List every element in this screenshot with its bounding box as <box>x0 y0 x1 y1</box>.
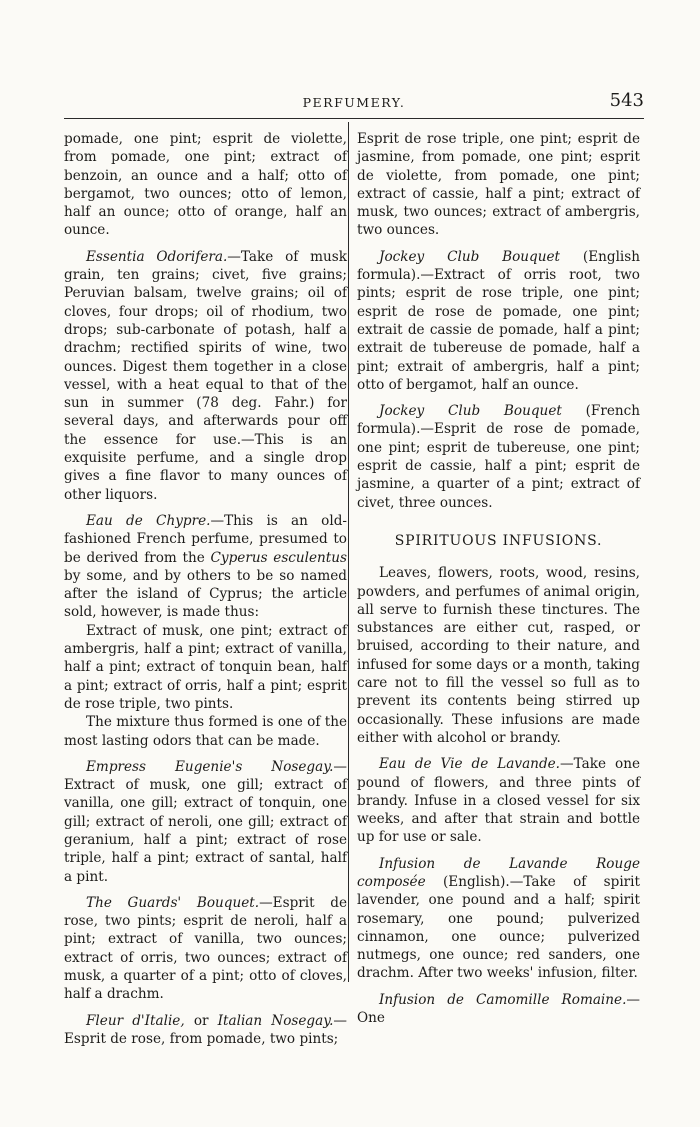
recipe-title: Eau de Chypre. <box>86 512 211 529</box>
paragraph: Extract of musk, one pint; extract of ambergris, half a pint; extract of vanilla, half a pint; extract of tonquin bean, half a pint; extract of orris, half a pint; esprit de rose triple, two pints. <box>64 622 347 712</box>
recipe-title: Eau de Vie de Lavande. <box>379 756 561 773</box>
recipe-text: —Esprit de rose, from pomade, two pints; <box>64 1012 347 1047</box>
recipe-essentia-odorifera <box>64 248 347 504</box>
recipe-title: Empress Eugenie's Nosegay. <box>86 758 334 775</box>
recipe-text: (French formula).—Esprit de rose de pomade, one pint; esprit de tubereuse, one pint; esprit de cassie, half a pint; esprit de jasmine, a quarter of a pint; extract of civet, three ounces. <box>357 403 640 511</box>
column-divider <box>348 122 349 982</box>
paragraph: Leaves, flowers, roots, wood, resins, powders, and perfumes of animal origin, all serve to furnish these tinctures. The substances are either cut, rasped, or bruised, according to their nature, and infused for some days or a month, taking care not to fill the vessel so full as to prevent its contents being stirred up occasionally. These infusions are made either with alcohol or brandy. <box>357 565 640 746</box>
recipe-text: —This is an old-fashioned French perfume, presumed to be derived from the <box>64 512 348 566</box>
recipe-title: Jockey Club Bouquet <box>379 403 562 420</box>
recipe-text: —Take of musk grain, ten grains; civet, five grains; Peruvian balsam, twelve grains; oil of cloves, four drops; oil of rhodium, two drops; sub-carbonate of potash, half a drachm; rectified spirits of wine, two ounces. Digest them together in a close vessel, with a heat equal to that of the sun in summer (78 deg. Fahr.) for several days, and afterwards pour off the essence for use.—This is an exquisite perfume, and a single drop gives a fine flavor to many ounces of other liquors. <box>64 248 347 503</box>
recipe-text: —Esprit de rose, two pints; esprit de neroli, half a pint; extract of vanilla, two ounces; extract of orris, two ounces; extract of musk, a quarter of a pint; otto of cloves, half a drachm. <box>64 894 348 1003</box>
recipe-title: Jockey Club Bouquet <box>379 248 561 265</box>
page-number: 543 <box>609 90 644 111</box>
paragraph: Esprit de rose triple, one pint; esprit de jasmine, from pomade, one pint; esprit de violette, from pomade, one pint; extract of cassie, half a pint; extract of musk, two ounces; extract of ambergris, two ounces. <box>357 131 640 239</box>
recipe-guards-bouquet <box>64 894 347 1004</box>
paragraph: The mixture thus formed is one of the most lasting odors that can be made. <box>64 714 347 749</box>
page-header <box>64 92 644 119</box>
paragraph: pomade, one pint; esprit de violette, from pomade, one pint; extract of benzoin, an ounce and a half; otto of bergamot, two ounces; otto of lemon, half an ounce; otto of orange, half an ounce. <box>64 131 347 239</box>
recipe-infusion-camomille <box>357 991 640 1028</box>
recipe-title: Essentia Odorifera. <box>86 248 228 265</box>
right-column <box>357 130 640 1035</box>
recipe-text: by some, and by others to be so named after the island of Cyprus; the article sold, however, is made thus: <box>64 567 347 621</box>
recipe-text: —Extract of musk, one gill; extract of vanilla, one gill; extract of tonquin, one gill; extract of neroli, one gill; extract of geranium, half a pint; extract of rose triple, half a pint; extract of santal, half a pint. <box>64 758 347 885</box>
recipe-eau-de-chypre <box>64 512 347 622</box>
recipe-title: Infusion de Camomille Romaine. <box>379 991 627 1008</box>
recipe-empress-eugenies-nosegay <box>64 758 347 886</box>
recipe-text: or <box>184 1012 218 1029</box>
recipe-text: —One <box>357 991 640 1027</box>
recipe-title: The Guards' Bouquet. <box>86 894 260 911</box>
running-head: PERFUMERY. <box>302 95 406 110</box>
recipe-text: (English formula).—Extract of orris root, two pints; esprit de rose triple, one pint; esprit de rose de pomade, one pint; extrait de cassie de pomade, half a pint; extrait de tubereuse de pomade, half a pint; extrait of ambergris, half a pint; otto of bergamot, half an ounce. <box>357 248 640 393</box>
recipe-text: —Take one pound of flowers, and three pints of brandy. Infuse in a closed vessel for six weeks, and after that strain and bottle up for use or sale. <box>357 756 640 846</box>
recipe-title: Italian Nosegay. <box>217 1012 334 1029</box>
recipe-jockey-club-english <box>357 248 640 394</box>
recipe-text: (English).—Take of spirit lavender, one pound and a half; spirit rosemary, one pound; pulverized cinnamon, one ounce; pulverized nutmegs, one ounce; red sanders, one drachm. After two weeks' infusion, filter. <box>357 873 640 982</box>
recipe-infusion-lavande-rouge <box>357 855 640 983</box>
left-column <box>64 130 347 1056</box>
section-heading: SPIRITUOUS INFUSIONS. <box>394 532 603 549</box>
botanical-name: Cyperus esculentus <box>210 549 348 566</box>
recipe-fleur-ditalie <box>64 1012 347 1049</box>
recipe-jockey-club-french <box>357 402 640 512</box>
recipe-title: Infusion de Lavande Rouge composée <box>357 855 640 890</box>
recipe-title: Fleur d'Italie, <box>86 1012 185 1029</box>
recipe-eau-de-vie-de-lavande <box>357 755 640 846</box>
